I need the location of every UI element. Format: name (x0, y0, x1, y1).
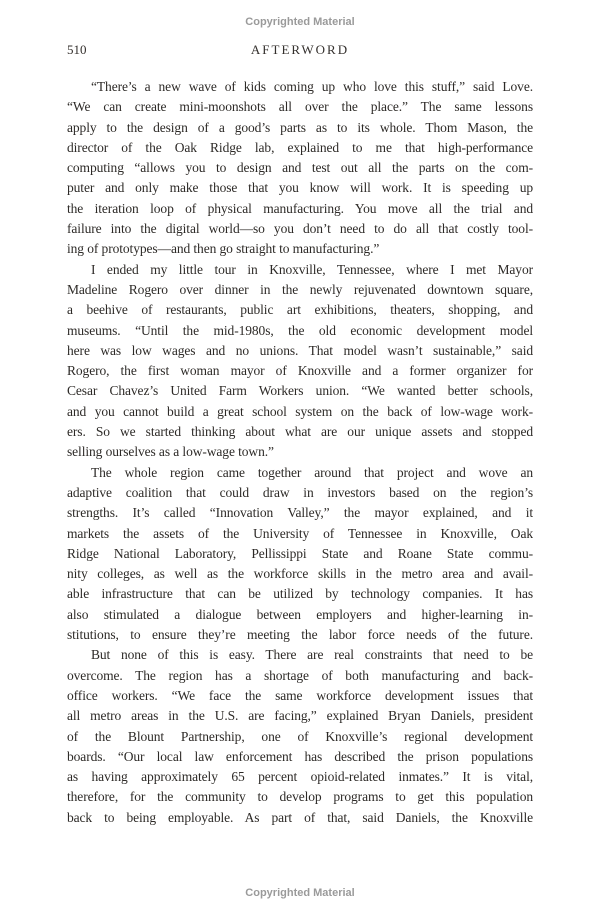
text-line: But none of this is easy. There are real constraints that need to be (91, 647, 533, 663)
text-line: apply to the design of a good’s parts as to its whole. Thom Mason, the (67, 119, 533, 135)
text-line: puter and only make those that you know will work. It is speeding up (67, 180, 533, 196)
text-line: selling ourselves as a low-wage town.” (67, 444, 274, 460)
text-line: ing of prototypes—and then go straight to manufacturing.” (67, 241, 380, 257)
text-line: ers. So we started thinking about what are our unique assets and stopped (67, 424, 533, 440)
text-line: I ended my little tour in Knoxville, Tennessee, where I met Mayor (91, 261, 533, 277)
paragraph (67, 260, 533, 463)
text-line: The whole region came together around that project and wove an (91, 464, 533, 480)
text-line: museums. “Until the mid-1980s, the old economic development model (67, 322, 533, 338)
text-line: “We can create mini-moonshots all over the place.” The same lessons (67, 99, 533, 115)
running-head: AFTERWORD (250, 42, 350, 57)
text-line: strengths. It’s called “Innovation Valley,” the mayor explained, and it (67, 505, 533, 521)
text-line: Cesar Chavez’s United Farm Workers union. “We wanted better schools, (67, 383, 533, 399)
page-number: 510 (67, 42, 87, 57)
paragraph (67, 77, 533, 260)
text-line: the iteration loop of physical manufacturing. You move all the trial and (67, 200, 533, 216)
text-line: and you cannot build a great school system on the back of low-wage work- (67, 403, 533, 419)
text-line: Ridge National Laboratory, Pellissippi State and Roane State commu- (67, 545, 533, 561)
body-text (67, 77, 533, 828)
paragraph (67, 463, 533, 646)
text-line: all metro areas in the U.S. are facing,” explained Bryan Daniels, president (67, 708, 533, 724)
text-line: stitutions, to ensure they’re meeting the labor force needs of the future. (67, 627, 533, 643)
text-line: adaptive coalition that could draw in investors based on the region’s (67, 484, 533, 500)
page-header (67, 42, 533, 60)
text-line: boards. “Our local law enforcement has described the prison populations (67, 748, 533, 764)
copyright-notice-top: Copyrighted Material (245, 16, 355, 28)
copyright-notice-bottom: Copyrighted Material (245, 887, 355, 899)
text-line: computing “allows you to design and test out all the parts on the com- (67, 160, 533, 176)
text-line: markets the assets of the University of Tennessee in Knoxville, Oak (67, 525, 533, 541)
text-line: a beehive of restaurants, public art exhibitions, theaters, shopping, and (67, 302, 533, 318)
text-line: Rogero, the first woman mayor of Knoxville and a former organizer for (67, 363, 533, 379)
text-line: therefore, for the community to develop programs to get this population (67, 789, 533, 805)
paragraph (67, 645, 533, 828)
text-line: “There’s a new wave of kids coming up who love this stuff,” said Love. (91, 79, 533, 94)
text-line: also stimulated a dialogue between employers and higher-learning in- (67, 606, 533, 622)
text-line: failure into the digital world—so you don’t need to do all that costly tool- (67, 221, 533, 237)
text-line: overcome. The region has a shortage of both manufacturing and back- (67, 667, 533, 683)
text-line: back to being employable. As part of that, said Daniels, the Knoxville (67, 809, 533, 825)
text-line: nity colleges, as well as the workforce skills in the metro area and avail- (67, 566, 533, 582)
text-line: director of the Oak Ridge lab, explained to me that high-performance (67, 139, 533, 155)
text-line: as having approximately 65 percent opioid-related inmates.” It is vital, (67, 769, 533, 785)
text-line: of the Blount Partnership, one of Knoxville’s regional development (67, 728, 533, 744)
text-line: able infrastructure that can be utilized by technology companies. It has (67, 586, 533, 602)
text-line: Madeline Rogero over dinner in the newly rejuvenated downtown square, (67, 281, 533, 297)
text-line: here was low wages and no unions. That model wasn’t sustainable,” said (67, 342, 533, 358)
text-line: office workers. “We face the same workforce development issues that (67, 687, 533, 703)
